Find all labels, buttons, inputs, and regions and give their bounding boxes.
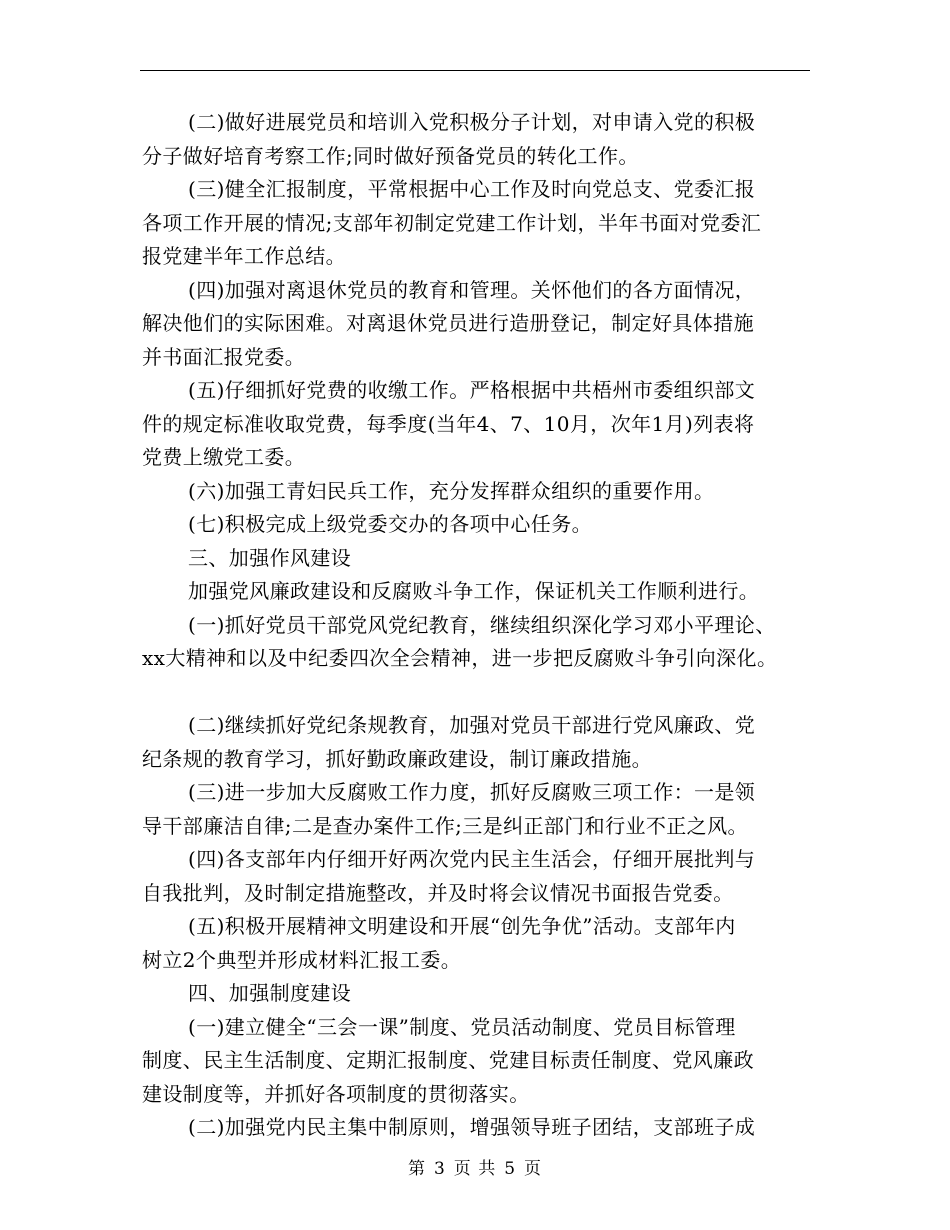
text-line: 加强党风廉政建设和反腐败斗争工作，保证机关工作顺利进行。 [188, 579, 760, 603]
footer-prefix: 第 [407, 1159, 426, 1179]
text-line: (二)继续抓好党纪条规教育，加强对党员干部进行党风廉政、党 [188, 713, 756, 737]
text-line: 解决他们的实际困难。对离退休党员进行造册登记，制定好具体措施 [142, 311, 754, 335]
text-line: 党费上缴党工委。 [142, 445, 306, 469]
text-line: (一)抓好党员干部党风党纪教育，继续组织深化学习邓小平理论、 [188, 612, 776, 637]
footer-total-pages: 5 [504, 1159, 517, 1179]
page-footer [0, 1154, 950, 1179]
text-line: 制度、民主生活制度、定期汇报制度、党建目标责任制度、党风廉政 [142, 1048, 754, 1072]
text-line: 导干部廉洁自律;二是查办案件工作;三是纠正部门和行业不正之风。 [142, 813, 748, 838]
text-line: 树立2个典型并形成材料汇报工委。 [142, 947, 462, 972]
text-line: 建设制度等，并抓好各项制度的贯彻落实。 [142, 1081, 530, 1106]
text-line: (五)仔细抓好党费的收缴工作。严格根据中共梧州市委组织部文 [188, 378, 756, 402]
text-line: 件的规定标准收取党费，每季度(当年4、7、10月，次年1月)列表将 [142, 411, 755, 436]
text-line: 报党建半年工作总结。 [142, 244, 346, 268]
header-rule [140, 70, 810, 71]
text-line: (三)健全汇报制度，平常根据中心工作及时向党总支、党委汇报 [188, 177, 756, 201]
footer-current-page: 3 [433, 1159, 446, 1179]
blank-line [142, 676, 814, 710]
text-line: (二)做好进展党员和培训入党积极分子计划，对申请入党的积极 [188, 110, 756, 134]
footer-suffix: 页 [524, 1159, 543, 1179]
text-line: 并书面汇报党委。 [142, 344, 306, 369]
text-line: 三、加强作风建设 [188, 545, 352, 570]
text-line: (五)积极开展精神文明建设和开展“创先争优”活动。支部年内 [188, 914, 736, 938]
text-line: (四)各支部年内仔细开好两次党内民主生活会，仔细开展批判与 [188, 847, 756, 871]
text-line: 四、加强制度建设 [188, 981, 352, 1005]
text-line: (七)积极完成上级党委交办的各项中心任务。 [188, 512, 593, 536]
text-line: 分子做好培育考察工作;同时做好预备党员的转化工作。 [142, 143, 639, 168]
text-line: (三)进一步加大反腐败工作力度，抓好反腐败三项工作：一是领 [188, 780, 756, 804]
text-line: 纪条规的教育学习，抓好勤政廉政建设，制订廉政措施。 [142, 746, 652, 771]
footer-middle: 页 共 [453, 1159, 497, 1179]
text-line: 各项工作开展的情况;支部年初制定党建工作计划，半年书面对党委汇 [142, 210, 762, 235]
text-line: 自我批判，及时制定措施整改，并及时将会议情况书面报告党委。 [142, 880, 734, 905]
document-body [142, 106, 814, 1145]
text-line: (四)加强对离退休党员的教育和管理。关怀他们的各方面情况， [188, 277, 756, 302]
text-line: (一)建立健全“三会一课”制度、党员活动制度、党员目标管理 [188, 1014, 736, 1039]
text-line: xx大精神和以及中纪委四次全会精神，进一步把反腐败斗争引向深化。 [142, 646, 778, 670]
text-line: (六)加强工青妇民兵工作，充分发挥群众组织的重要作用。 [188, 478, 715, 503]
text-line: (二)加强党内民主集中制原则，增强领导班子团结，支部班子成 [188, 1115, 756, 1139]
